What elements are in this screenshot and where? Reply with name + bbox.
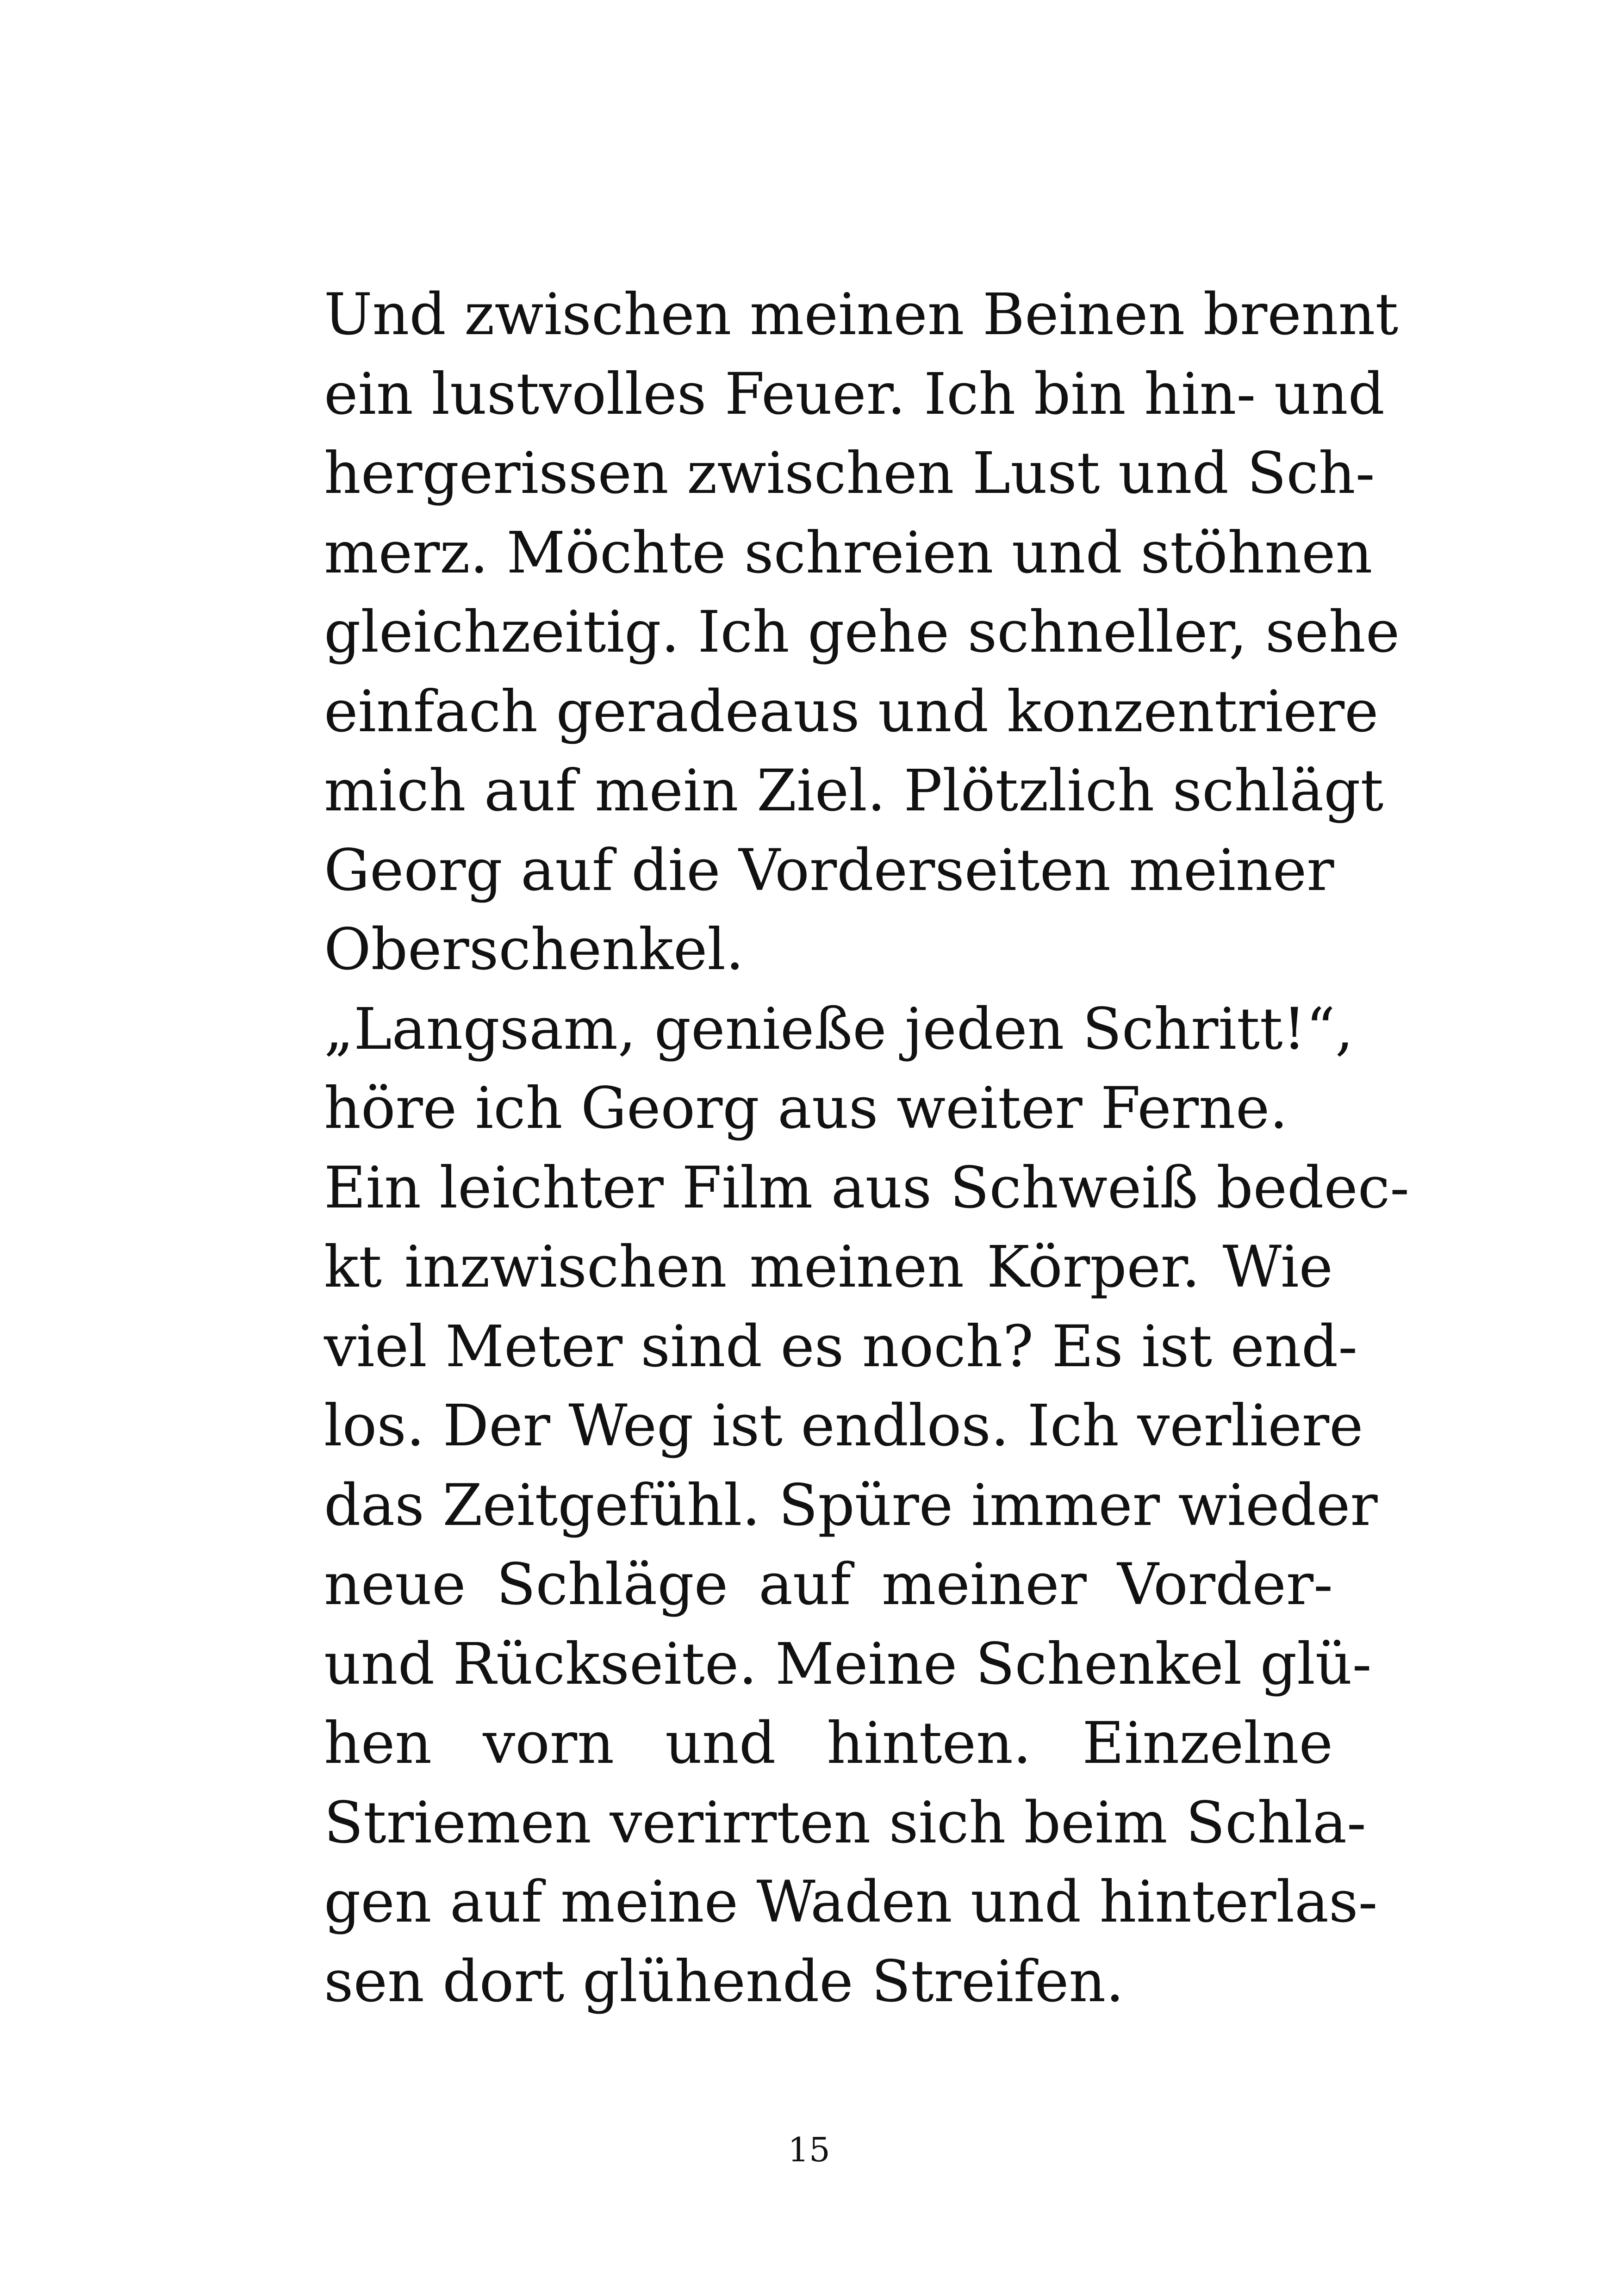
text-line: einfach geradeaus und konzentriere [324,678,1379,745]
text-line: „Langsam, genieße jeden Schritt!“, [324,996,1354,1063]
text-line: Georg auf die Vorderseiten meiner [324,837,1334,904]
body-text [324,275,1410,2022]
text-line: viel Meter sind es noch? Es ist end- [324,1313,1358,1380]
text-line: kt inzwischen meinen Körper. Wie [324,1234,1333,1300]
text-line: Striemen verirrten sich beim Schla- [324,1789,1366,1856]
text-line: hen vorn und hinten. Einzelne [324,1710,1333,1777]
text-line: und Rückseite. Meine Schenkel glü- [324,1630,1372,1698]
text-line: hergerissen zwischen Lust und Sch- [324,440,1375,507]
page-number: 15 [788,2130,830,2169]
text-line: merz. Möchte schreien und stöhnen [324,519,1373,586]
text-line: Oberschenkel. [324,916,744,983]
text-line: Ein leichter Film aus Schweiß bedec- [324,1154,1410,1221]
text-line: das Zeitgefühl. Spüre immer wieder [324,1472,1378,1539]
text-line: ein lustvolles Feuer. Ich bin hin- und [324,361,1385,428]
text-line: Und zwischen meinen Beinen brennt [324,281,1399,348]
text-line: neue Schläge auf meiner Vorder- [324,1551,1333,1618]
text-line: los. Der Weg ist endlos. Ich verliere [324,1393,1363,1459]
text-line: mich auf mein Ziel. Plötzlich schlägt [324,758,1384,824]
text-line: gleichzeitig. Ich gehe schneller, sehe [324,599,1400,666]
text-line: sen dort glühende Streifen. [324,1948,1124,2015]
text-line: höre ich Georg aus weiter Ferne. [324,1075,1288,1142]
text-line: gen auf meine Waden und hinterlas- [324,1869,1378,1935]
